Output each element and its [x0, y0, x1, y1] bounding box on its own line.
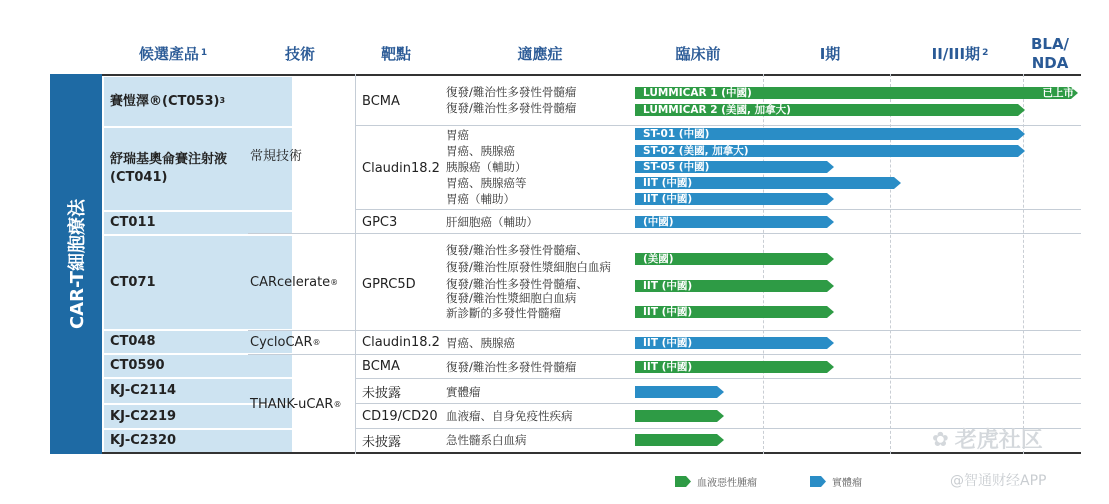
progress-bar-kj-c2114 — [635, 386, 724, 398]
tech-cyclocar: CycloCAR ® — [250, 334, 321, 350]
header-product: 候選產品 1 — [138, 44, 208, 63]
bar-label: IIT (中國) — [643, 193, 693, 205]
header-indication: 適應症 — [517, 44, 563, 63]
target-cell: BCMA — [362, 358, 400, 374]
bar-label: ST-01 (中國) — [643, 128, 710, 140]
legend-heme: 血液惡性腫瘤 — [675, 474, 757, 489]
progress-bar-st-05 — [635, 161, 834, 173]
product-ct048: CT048 — [104, 331, 292, 353]
progress-bar-ct041-iit-2 — [635, 193, 834, 205]
row-separator — [355, 125, 1081, 126]
bar-label: IIT (中國) — [643, 306, 693, 318]
target-cell: Claudin18.2 — [362, 334, 440, 350]
bar-shape — [635, 410, 724, 422]
bar-shape — [635, 434, 724, 446]
header-bla-nda: BLA/ NDA — [1030, 35, 1070, 72]
target-cell: GPRC5D — [362, 276, 416, 292]
row-separator — [248, 330, 1081, 331]
indication-text: 新診斷的多發性骨髓瘤 — [446, 306, 561, 320]
bar-label: LUMMICAR 1 (中國) — [643, 87, 752, 99]
progress-bar-ct048 — [635, 337, 834, 349]
row-separator — [355, 209, 1081, 210]
bar-label: (美國) — [643, 253, 674, 265]
indication-text: 胃癌 — [446, 128, 469, 142]
progress-bar-kj-c2219 — [635, 410, 724, 422]
indication-text: 復發/難治性多發性骨髓瘤 — [446, 85, 577, 99]
progress-bar-ct0590 — [635, 361, 834, 373]
therapy-category-band — [50, 74, 102, 454]
tech-conventional: 常規技術 — [250, 148, 303, 164]
legend-heme-arrow-icon — [675, 476, 691, 487]
bar-label: IIT (中國) — [643, 280, 693, 292]
header-phase23: II/III期 2 — [931, 44, 989, 63]
progress-bar-lummicar-2 — [635, 104, 1025, 116]
tech-carcelerate: CARcelerate ® — [250, 274, 339, 290]
product-ct071: CT071 — [104, 236, 292, 329]
bar-label: (中國) — [643, 216, 674, 228]
progress-bar-lummicar-1 — [635, 87, 1078, 99]
indication-text: 復發/難治性多發性骨髓瘤、 — [446, 243, 588, 257]
indication-text: 復發/難治性多發性骨髓瘤、 — [446, 277, 588, 291]
indication-text: 復發/難治性漿細胞白血病 — [446, 291, 577, 305]
bar-end-label: 已上市 — [1042, 87, 1074, 99]
target-cell: Claudin18.2 — [362, 160, 440, 176]
indication-text: 復發/難治性多發性骨髓瘤 — [446, 360, 577, 374]
progress-bar-ct071-us — [635, 253, 834, 265]
product-kj-c2114: KJ-C2114 — [104, 379, 292, 403]
progress-bar-ct041-iit-1 — [635, 177, 901, 189]
progress-bar-ct011 — [635, 216, 834, 228]
header-phase1: I期 — [819, 44, 841, 63]
indication-text: 胃癌、胰腺癌等 — [446, 176, 527, 190]
target-cell: GPC3 — [362, 214, 398, 230]
paw-icon: ✿ — [932, 426, 949, 451]
indication-text: 胃癌、胰腺癌 — [446, 144, 515, 158]
product-kj-c2219: KJ-C2219 — [104, 405, 292, 428]
watermark-source: @智通财经APP — [950, 473, 1047, 489]
indication-text: 復發/難治性原發性漿細胞白血病 — [446, 260, 611, 274]
header-preclinical: 臨床前 — [675, 44, 721, 63]
product-ct053: 賽愷澤®(CT053) 3 — [104, 77, 292, 126]
tech-thank-ucar: THANK-uCAR ® — [250, 396, 342, 412]
pipeline-table — [50, 74, 1081, 454]
target-cell: BCMA — [362, 93, 400, 109]
bar-label: IIT (中國) — [643, 177, 693, 189]
indication-text: 胃癌、胰腺癌 — [446, 336, 515, 350]
product-kj-c2320: KJ-C2320 — [104, 430, 292, 452]
indication-text: 血液瘤、自身免疫性疾病 — [446, 409, 573, 423]
target-cell: CD19/CD20 — [362, 408, 438, 424]
indication-text: 實體瘤 — [446, 385, 481, 399]
target-cell: 未披露 — [362, 385, 402, 401]
indication-text: 急性髓系白血病 — [446, 433, 527, 447]
bar-shape — [635, 386, 724, 398]
bar-label: LUMMICAR 2 (美國, 加拿大) — [643, 104, 791, 116]
row-separator — [248, 354, 1081, 355]
progress-bar-ct071-iit-2 — [635, 306, 834, 318]
progress-bar-st-02 — [635, 145, 1025, 157]
indication-text: 復發/難治性多發性骨髓瘤 — [446, 101, 577, 115]
progress-bar-kj-c2320 — [635, 434, 724, 446]
legend-solid-arrow-icon — [810, 476, 826, 487]
indication-text: 胰腺癌（輔助） — [446, 160, 527, 174]
header-technology: 技術 — [284, 44, 315, 63]
bar-label: IIT (中國) — [643, 337, 693, 349]
row-separator — [355, 378, 1081, 379]
bar-label: ST-05 (中國) — [643, 161, 710, 173]
bar-label: IIT (中國) — [643, 361, 693, 373]
indication-text: 肝細胞癌（輔助） — [446, 215, 538, 229]
indication-text: 胃癌（輔助） — [446, 192, 515, 206]
legend-solid: 實體瘤 — [810, 474, 862, 489]
product-ct041: 舒瑞基奧侖賽注射液 (CT041) — [104, 128, 292, 210]
row-separator — [355, 403, 1081, 404]
target-cell: 未披露 — [362, 434, 402, 450]
header-target: 靶點 — [380, 44, 411, 63]
watermark-logo: ✿ 老虎社区 — [932, 426, 1043, 453]
therapy-label: CAR-T細胞療法 — [67, 198, 89, 330]
progress-bar-st-01 — [635, 128, 1025, 140]
product-ct011: CT011 — [104, 212, 292, 234]
bar-label: ST-02 (美國, 加拿大) — [643, 145, 749, 157]
product-ct0590: CT0590 — [104, 355, 292, 377]
progress-bar-ct071-iit-1 — [635, 280, 834, 292]
divider-target-column — [355, 74, 356, 454]
row-separator — [248, 233, 1081, 234]
